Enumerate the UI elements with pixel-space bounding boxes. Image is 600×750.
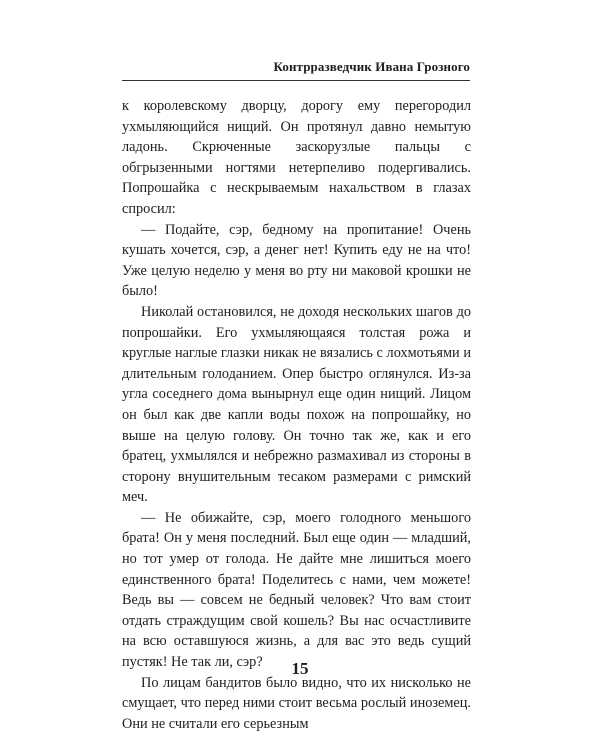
paragraph-5: По лицам бандитов было видно, что их нисколько не смущает, что перед ними стоит весьма рослый иноземец. Они не считали его серьезным xyxy=(122,674,471,732)
page-number: 15 xyxy=(291,659,309,678)
body-text xyxy=(122,96,471,734)
paragraph-2: — Подайте, сэр, бедному на пропитание! Очень кушать хочется, сэр, а денег нет! Купить еду не на что! Уже целую неделю у меня во рту ни маковой крошки не было! xyxy=(122,221,471,300)
paragraph-1: к королевскому дворцу, дорогу ему перегородил ухмыляющийся нищий. Он протянул давно немытую ладонь. Скрюченные заскорузлые пальцы с обгрызенными ногтями нетерпеливо подергивались. Попрошайка с нескрываемым нахальством в глазах спросил: xyxy=(122,98,471,217)
paragraph-4: — Не обижайте, сэр, моего голодного меньшого брата! Он у меня последний. Был еще один — младший, но тот умер от голода. Не дайте мне лишиться моего единственного брата! Поделитесь с нами, чем можете! Ведь вы — совсем не бедный человек? Что вам стоит отдать страждущим свой кошель? Вы нас осчастливите на всю оставшуюся жизнь, а для вас это ведь сущий пустяк! Не так ли, сэр? xyxy=(122,509,471,671)
header-rule xyxy=(122,80,470,81)
paragraph-3: Николай остановился, не доходя нескольких шагов до попрошайки. Его ухмыляющаяся толстая рожа и круглые наглые глазки никак не вязались с лохмотьями и длительным голоданием. Опер быстро оглянулся. Из-за угла соседнего дома вынырнул еще один нищий. Лицом он был как две капли воды похож на попрошайку, но выше на целую голову. Он точно так же, как и его братец, ухмылялся и небрежно размахивал из стороны в сторону внушительным тесаком размерами с римский меч. xyxy=(122,303,471,506)
running-title: Контрразведчик Ивана Грозного xyxy=(273,59,470,74)
